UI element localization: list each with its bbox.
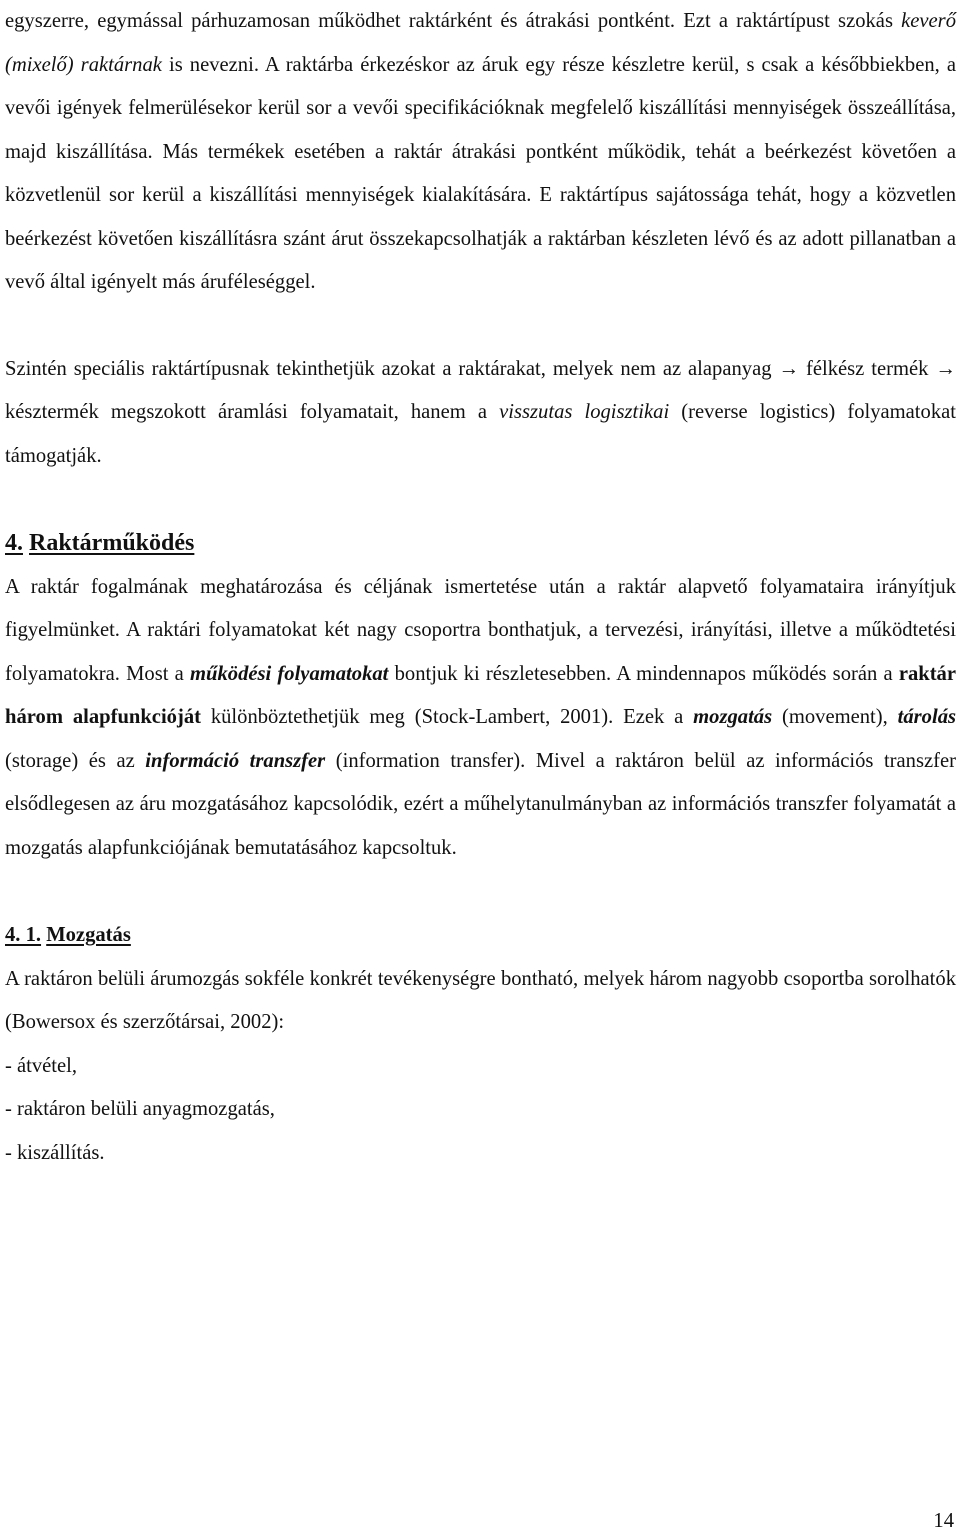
section-heading-4-1: [5, 914, 956, 958]
text-run: is nevezni. A raktárba érkezéskor az áruk egy része készletre kerül, s csak a későbbiekben, a vevői igények felmerülésekor kerül sor a vevői specifikációknak megfelelő kiszállítási mennyiségek összeállítása, majd kiszállítása. Más termékek esetében a raktár átrakási pontként működik, tehát a beérkezést követően a közvetlenül sor kerül a kiszállítási mennyiségek kialakítására. E raktártípus sajátossága tehát, hogy a közvetlen beérkezést követően kiszállításra szánt árut összekapcsolhatják a raktárban készleten lévő és az adott pillanatban a vevő által igényelt más áruféleséggel.: [5, 53, 956, 293]
text-run: (movement),: [772, 706, 898, 728]
bold-italic-operational-processes: működési folyamatokat: [190, 662, 389, 685]
italic-term-reverse-logistics: visszutas logisztikai: [499, 401, 670, 423]
text-run: (storage) és az: [5, 749, 146, 772]
bold-italic-storage: tárolás: [897, 706, 957, 728]
list-item: - átvétel,: [5, 1054, 78, 1077]
text-run: (information transfer). Mivel a raktáron belül az információs transzfer elsődlegesen az áru mozgatásához kapcsolódik, ezért a műhelytanulmányban az információs transzfer folyamatát a mozgatás alapfunkciójának bemutatásához kapcsoltuk.: [5, 749, 956, 859]
paragraph-warehouse-operation: [5, 566, 956, 871]
list-item: - raktáron belüli anyagmozgatás,: [5, 1098, 275, 1120]
list-item: - kiszállítás.: [5, 1141, 105, 1164]
page-number: 14: [933, 1510, 954, 1532]
paragraph-reverse-logistics: [5, 348, 956, 479]
document-page: [5, 0, 956, 1175]
text-run: A raktár fogalmának meghatározása és céljának ismertetése után a raktár alapvető folyamataira irányítjuk figyelmünket. A raktári folyamatokat két nagy csoportra bonthatjuk, a tervezési, irányítási, illetve a működtetési folyamatokra. Most a: [5, 575, 956, 685]
section-title: Mozgatás: [46, 924, 131, 946]
section-number: 4.: [5, 530, 23, 556]
paragraph-mixed-warehouse: [5, 0, 956, 305]
text-run: (reverse logistics) folyamatokat támogatják.: [5, 401, 956, 467]
bold-italic-information-transfer: információ transzfer: [145, 749, 326, 772]
section-title: Raktárműködés: [29, 530, 195, 556]
bold-three-basic-functions: raktár három alapfunkcióját: [5, 662, 956, 728]
section-heading-4: [5, 522, 956, 566]
text-run: különböztethetjük meg (Stock-Lambert, 2001). Ezek a: [200, 706, 694, 728]
paragraph-movement-intro: A raktáron belüli árumozgás sokféle konkrét tevékenységre bontható, melyek három nagyobb csoportba sorolhatók (Bowersox és szerzőtársai, 2002):: [5, 967, 956, 1033]
bold-italic-movement: mozgatás: [693, 706, 773, 728]
section-number: 4. 1.: [5, 924, 42, 946]
text-run: Szintén speciális raktártípusnak tekinthetjük azokat a raktárakat, melyek nem az alapanyag → félkész termék → késztermék megszokott áramlási folyamatait, hanem a: [5, 357, 956, 423]
text-run: bontjuk ki részletesebben. A mindennapos működés során a: [388, 662, 899, 685]
text-run: egyszerre, egymással párhuzamosan működhet raktárként és átrakási pontként. Ezt a raktártípust szokás: [5, 10, 902, 32]
italic-term-mixer-warehouse: keverő (mixelő) raktárnak: [5, 10, 956, 76]
